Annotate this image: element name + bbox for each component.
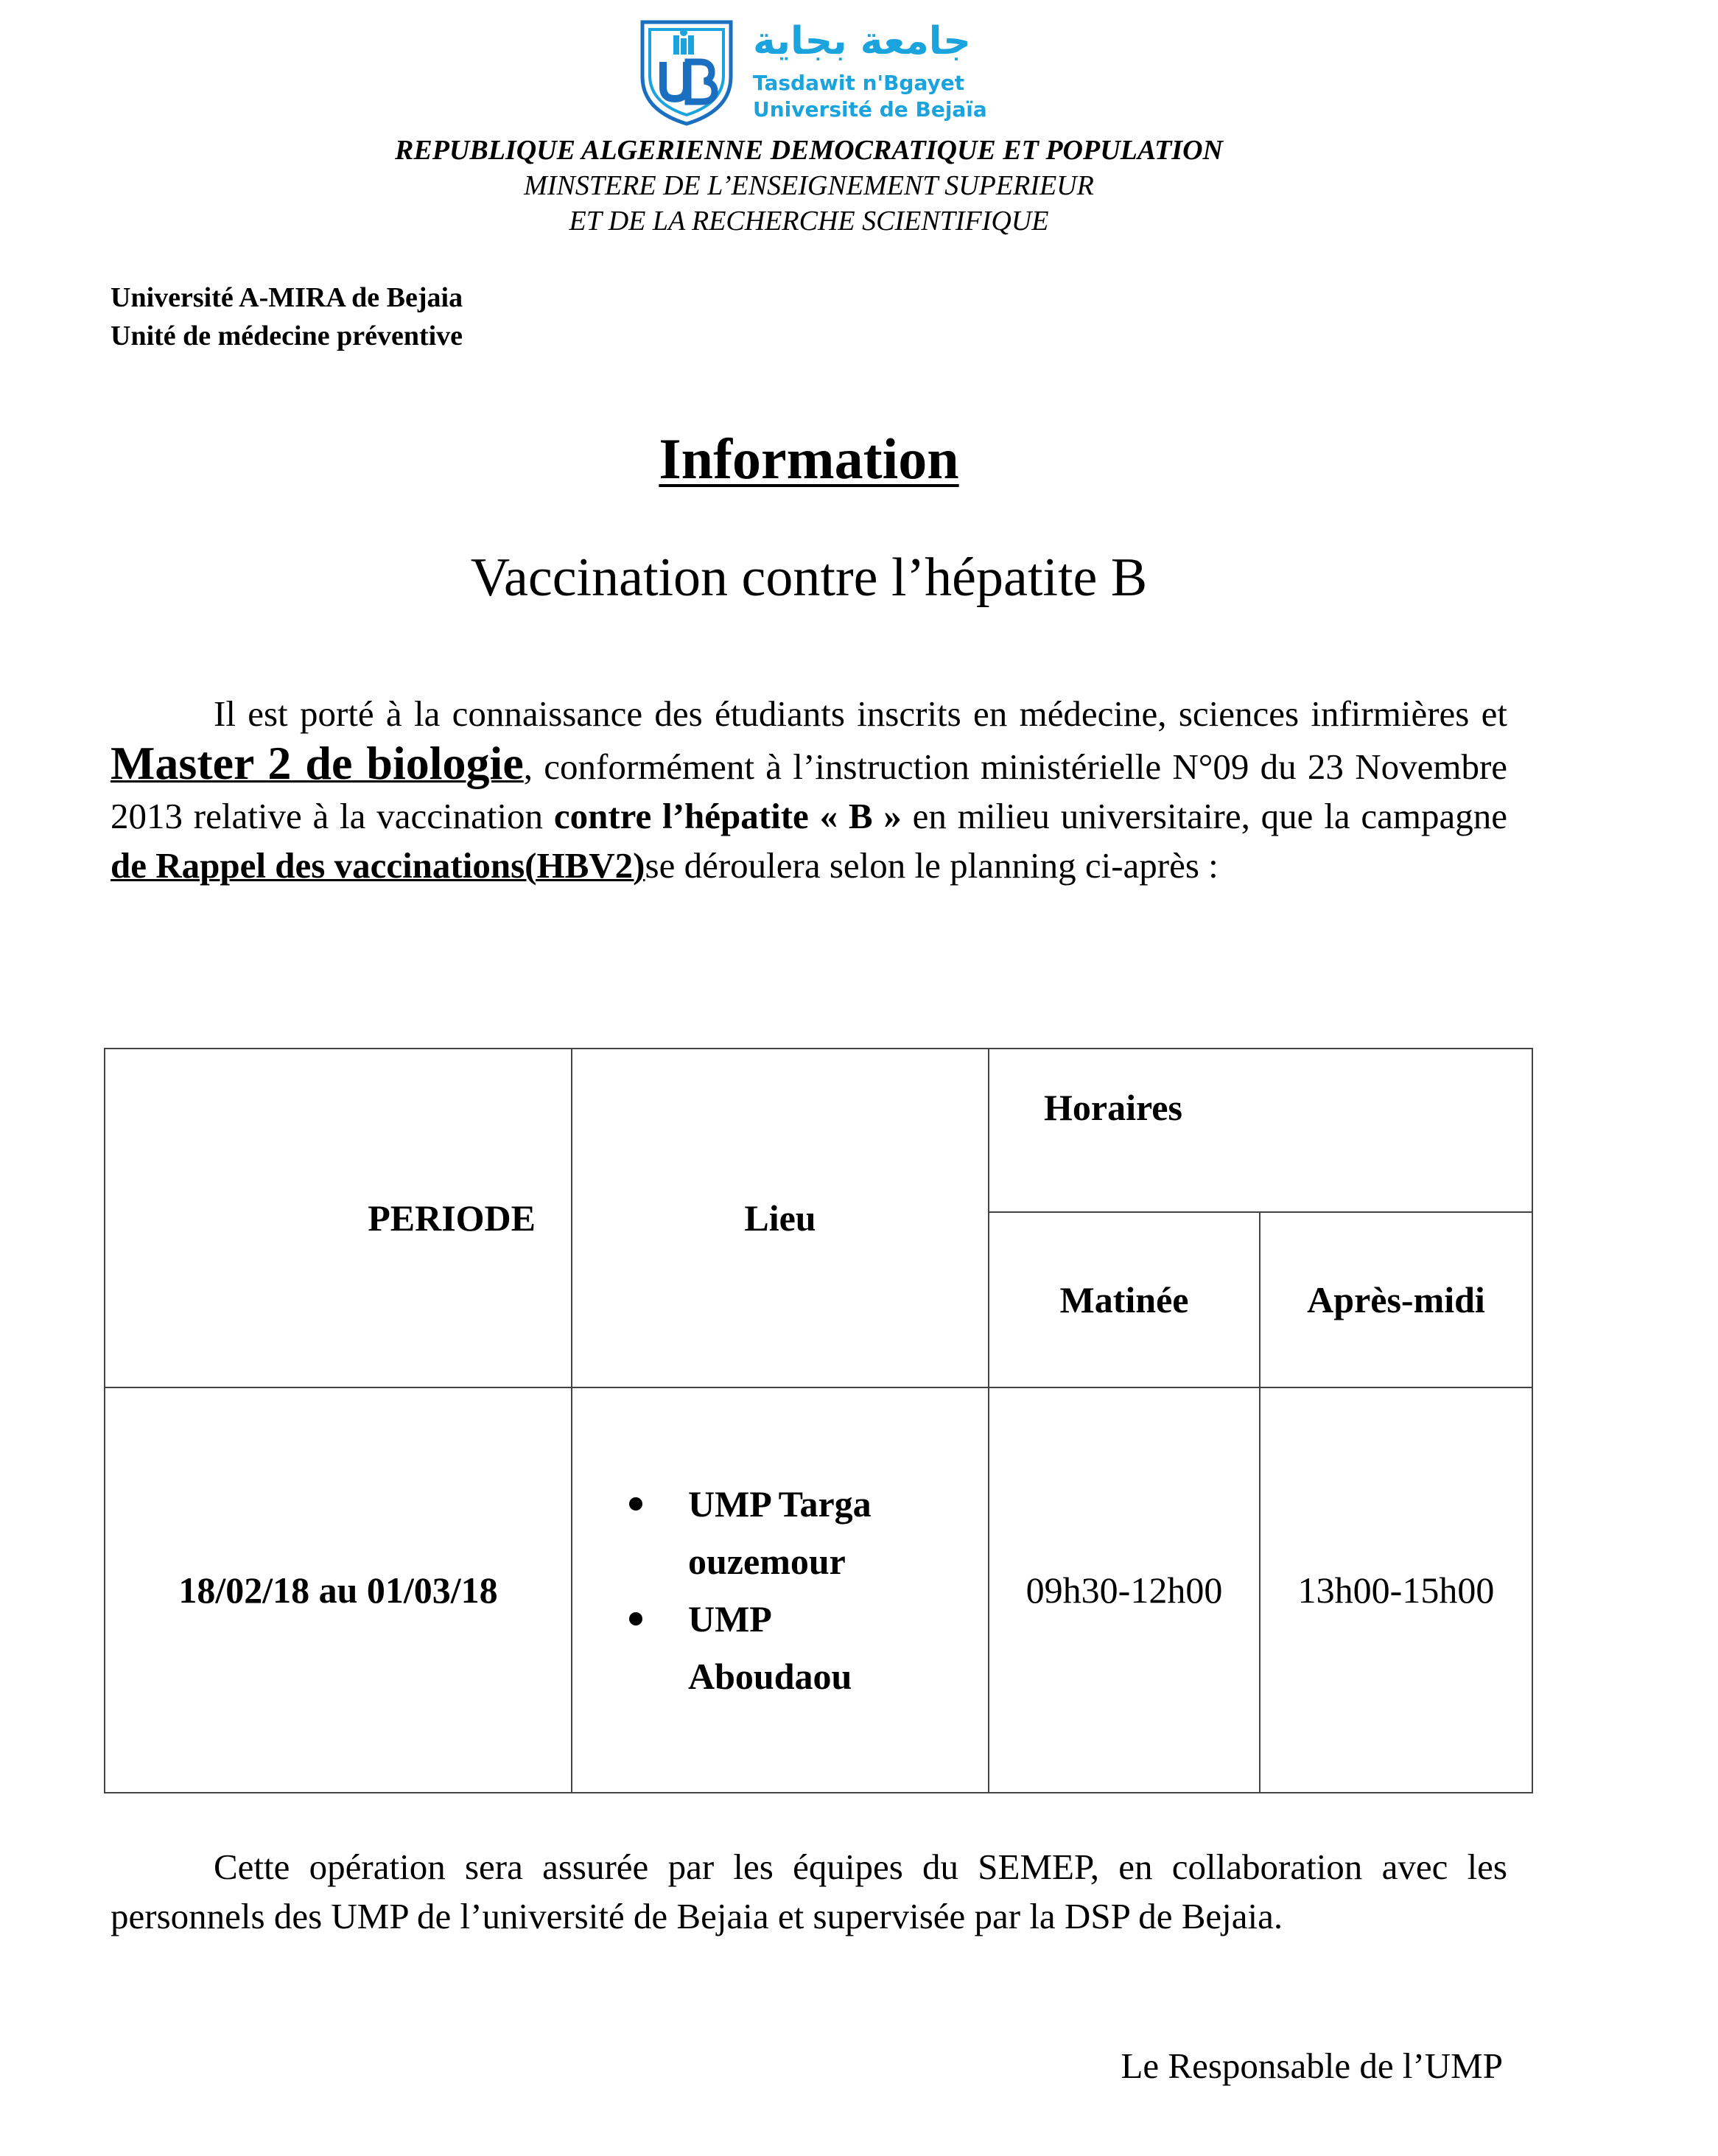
intro-text-3: en milieu universitaire, que la campagne — [901, 796, 1507, 836]
institution-unit: Unité de médecine préventive — [111, 321, 463, 351]
cell-matinee: 09h30-12h00 — [989, 1387, 1260, 1793]
cell-lieu — [572, 1387, 989, 1793]
list-item: UMP Aboudaou — [629, 1590, 931, 1705]
ministry-line-2: ET DE LA RECHERCHE SCIENTIFIQUE — [569, 206, 1049, 237]
intro-bold-2: de Rappel des vaccinations(HBV2) — [111, 845, 645, 886]
university-shield-icon — [635, 16, 738, 127]
schedule-table — [104, 1048, 1533, 1793]
university-name-arabic: جامعة بجاية — [753, 19, 971, 63]
university-name-french: Université de Bejaïa — [753, 97, 987, 122]
document-subtitle: Vaccination contre l’hépatite B — [470, 547, 1148, 608]
intro-paragraph — [111, 689, 1507, 890]
cell-periode: 18/02/18 au 01/03/18 — [105, 1387, 572, 1793]
institution-name: Université A-MIRA de Bejaia — [111, 282, 463, 313]
document-title: Information — [659, 427, 959, 491]
closing-paragraph — [111, 1842, 1507, 1941]
closing-text: Cette opération sera assurée par les équipes du SEMEP, en collaboration avec les personnels des UMP de l’université de Bejaia et supervisée par la DSP de Bejaia. — [111, 1847, 1507, 1936]
header-periode: PERIODE — [105, 1049, 572, 1387]
intro-text-2: , conformément à l’instruction ministérielle N°09 du 23 Novembre 2013 relative à la vaccination — [111, 746, 1508, 836]
header-horaires: Horaires — [989, 1049, 1532, 1212]
ministry-line-1: MINSTERE DE L’ENSEIGNEMENT SUPERIEUR — [524, 170, 1094, 201]
header-matinee: Matinée — [989, 1212, 1260, 1387]
header-apres-midi: Après-midi — [1260, 1212, 1532, 1387]
intro-text-1: Il est porté à la connaissance des étudiants inscrits en médecine, sciences infirmières et — [214, 693, 1507, 734]
republic-heading: REPUBLIQUE ALGERIENNE DEMOCRATIQUE ET POPULATION — [395, 135, 1223, 166]
signature: Le Responsable de l’UMP — [1121, 2045, 1503, 2086]
intro-highlight: Master 2 de biologie — [111, 737, 524, 789]
intro-text-4: se déroulera selon le planning ci-après : — [645, 845, 1219, 886]
list-item: UMP Targa ouzemour — [629, 1475, 931, 1590]
intro-bold-1: contre l’hépatite « B » — [553, 796, 902, 836]
cell-apres-midi: 13h00-15h00 — [1260, 1387, 1532, 1793]
header-lieu: Lieu — [572, 1049, 989, 1387]
lieu-list — [629, 1475, 931, 1705]
university-logo — [635, 16, 987, 127]
university-name-kabyle: Tasdawit n'Bgayet — [753, 71, 965, 95]
table-row — [105, 1387, 1532, 1793]
